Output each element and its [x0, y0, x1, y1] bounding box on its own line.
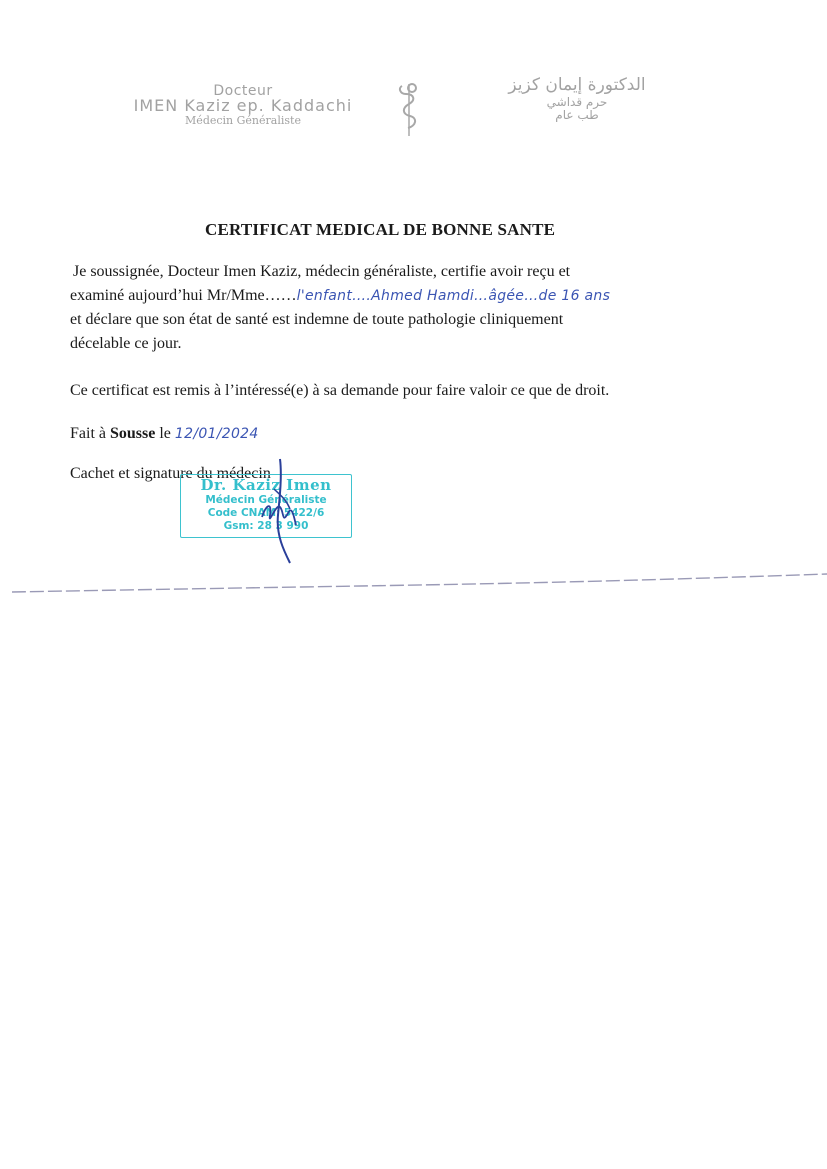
signature-icon — [250, 455, 310, 565]
letterhead-arabic-name: الدكتورة إيمان كزيز — [508, 75, 646, 95]
date-handwritten: 12/01/2024 — [174, 426, 259, 442]
letterhead-specialty: Médecin Généraliste — [185, 113, 301, 127]
stamp-name: Dr. Kaziz Imen — [200, 476, 332, 494]
paragraph-line-4: décelable ce jour. — [70, 335, 182, 352]
document-title: CERTIFICAT MEDICAL DE BONNE SANTE — [205, 220, 556, 239]
patient-handwritten: l'enfant….Ahmed Hamdi…âgée…de 16 ans — [296, 288, 611, 304]
letterhead-title: Docteur — [213, 83, 273, 99]
paragraph-line-2-prefix: examiné aujourd’hui Mr/Mme — [70, 287, 265, 304]
stamp-phone: Gsm: 28 3 990 — [223, 520, 309, 532]
dotted-fill: …… — [264, 287, 297, 304]
certification-paragraph — [70, 260, 760, 356]
caduceus-icon — [394, 78, 424, 140]
purpose-paragraph: Ce certificat est remis à l’intéressé(e) à sa demande pour faire valoir ce que de droit. — [70, 382, 610, 399]
signature-label: Cachet et signature du médecin — [70, 465, 271, 482]
place-date-line — [70, 422, 760, 446]
stamp-code: Code CNAM: 5422/6 — [207, 507, 325, 519]
le-label: le — [155, 425, 175, 442]
paragraph-line-1: Je soussignée, Docteur Imen Kaziz, médecin généraliste, certifie avoir reçu et — [73, 263, 571, 280]
city-name: Sousse — [110, 425, 156, 442]
page-divider — [0, 570, 827, 600]
letterhead-arabic-specialty: طب عام — [555, 108, 599, 123]
letterhead-arabic-line2: حرم قداشي — [546, 94, 608, 109]
letterhead-left — [112, 84, 374, 126]
letterhead-doctor-name: IMEN Kaziz ep. Kaddachi — [133, 96, 353, 116]
paragraph-line-3: et déclare que son état de santé est indemne de toute pathologie cliniquement — [70, 311, 564, 328]
letterhead-right — [468, 76, 686, 123]
fait-a-label: Fait à — [70, 425, 110, 442]
stamp-specialty: Médecin Généraliste — [205, 494, 327, 506]
